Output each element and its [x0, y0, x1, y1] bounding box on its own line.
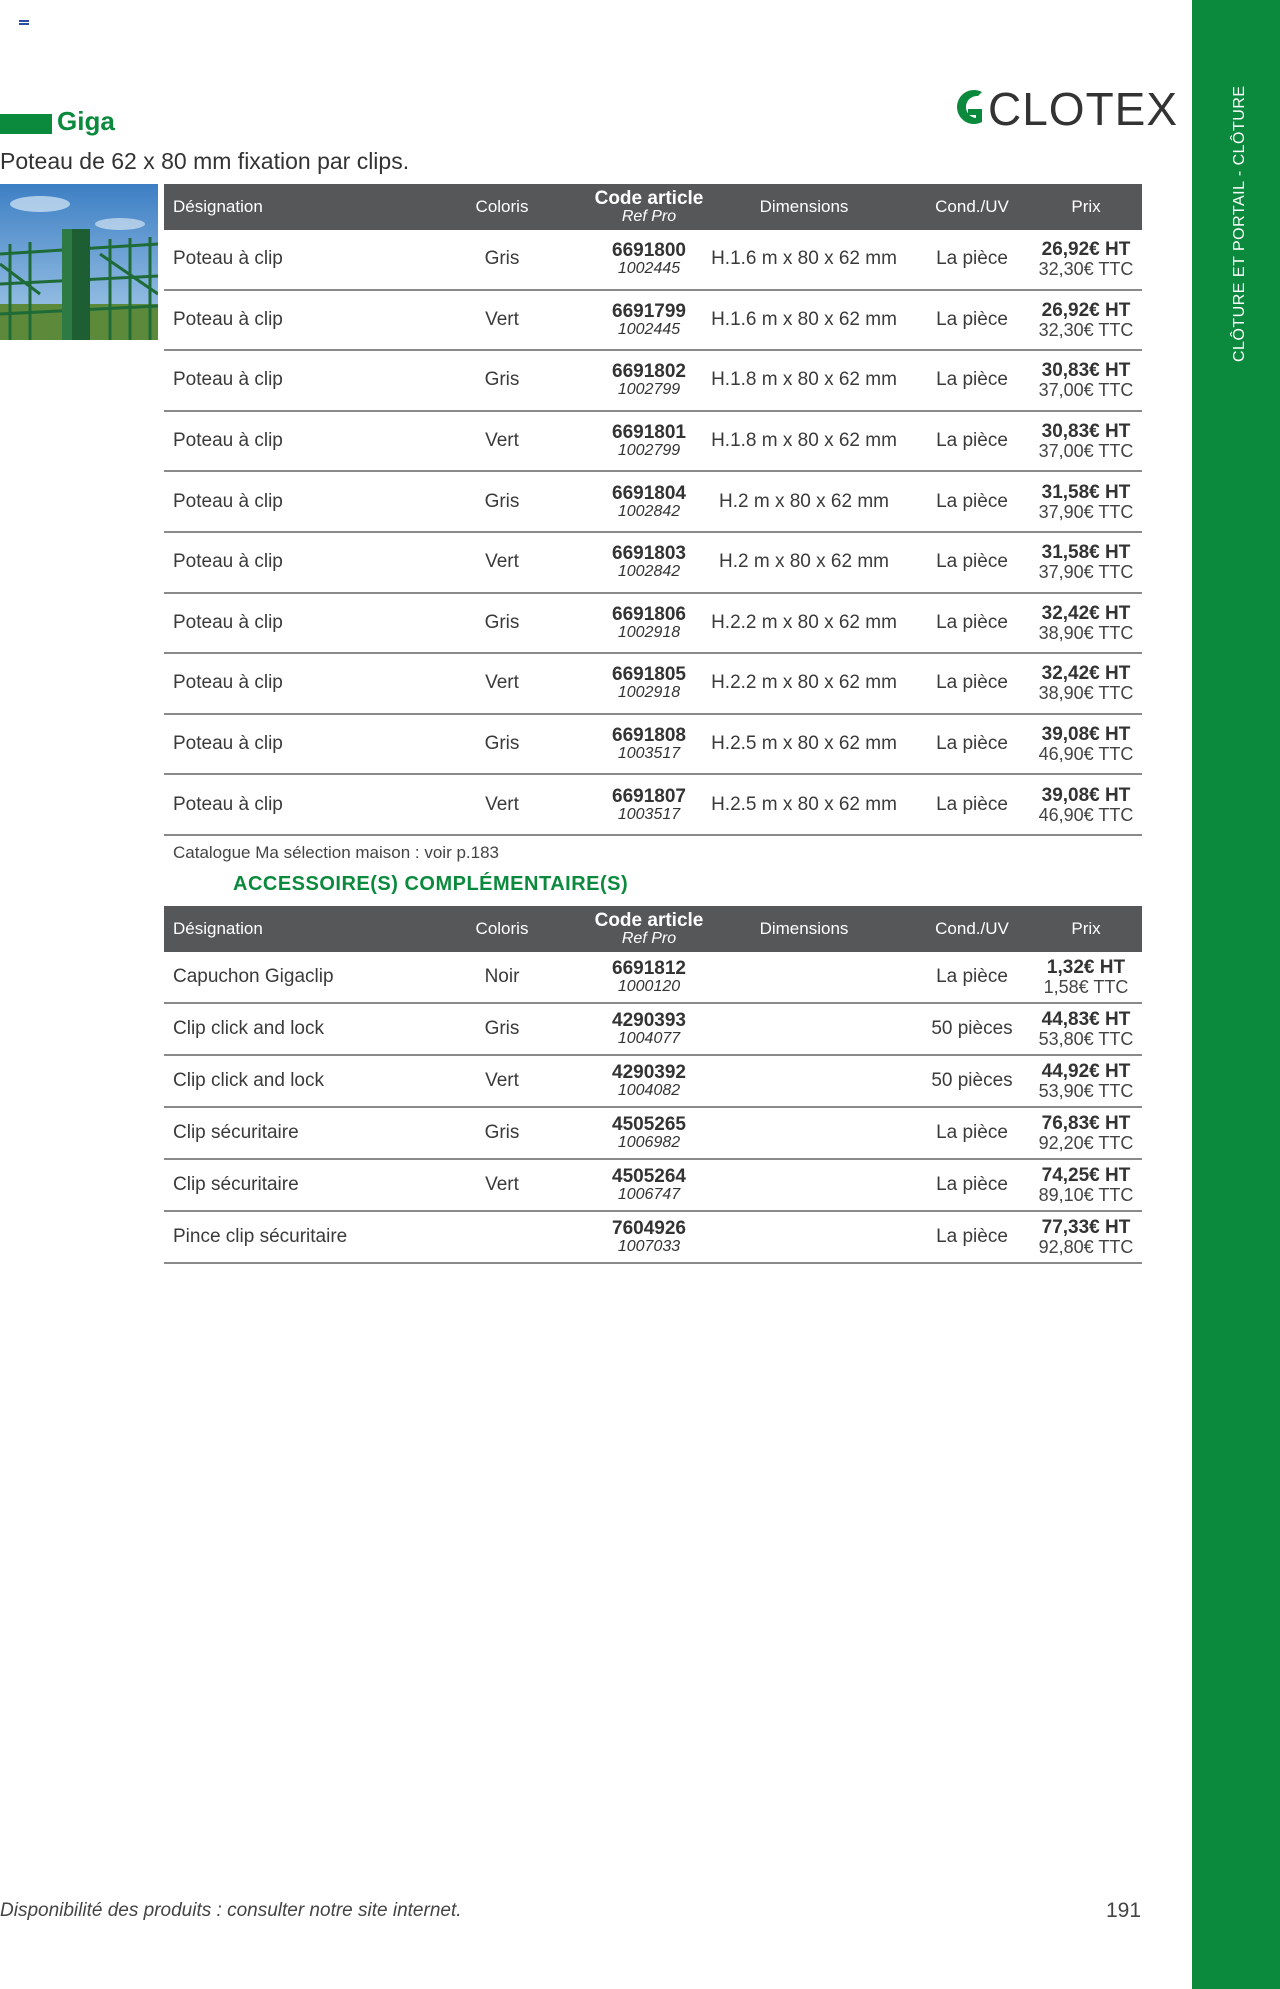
header-designation: Désignation: [173, 197, 263, 216]
price-ttc: 46,90€ TTC: [1038, 744, 1134, 765]
ref-pro: 1007033: [617, 1238, 681, 1255]
side-label: CLÔTURE ET PORTAIL - CLÔTURE: [1231, 85, 1248, 362]
cell-cond: La pièce: [936, 672, 1008, 694]
cell-dimensions: [704, 1004, 904, 1054]
cell-coloris: Gris: [484, 490, 520, 512]
cell-designation: Poteau à clip: [173, 430, 283, 452]
code-article: 6691802: [612, 361, 686, 383]
cell-coloris: Gris: [484, 611, 520, 633]
header-cond: Cond./UV: [935, 197, 1009, 216]
cell-dimensions: H.2.2 m x 80 x 62 mm: [711, 672, 897, 694]
cell-dimensions: [704, 1160, 904, 1210]
table-row: [164, 412, 1142, 473]
cell-coloris: Gris: [484, 1122, 520, 1143]
code-article: 6691803: [612, 543, 686, 565]
header-cond: Cond./UV: [935, 919, 1009, 938]
header-code-label: Code article: [594, 910, 704, 931]
table-row: [164, 1108, 1142, 1160]
price-ttc: 53,80€ TTC: [1038, 1029, 1134, 1049]
cell-coloris: Gris: [484, 369, 520, 391]
cell-designation: Clip sécuritaire: [173, 1122, 299, 1143]
price-ht: 26,92€ HT: [1041, 239, 1131, 261]
price-ht: 76,83€ HT: [1041, 1113, 1131, 1134]
price-ttc: 38,90€ TTC: [1038, 622, 1134, 643]
table-row: [164, 351, 1142, 412]
cell-code: [574, 1212, 724, 1262]
code-article: 4505265: [612, 1114, 686, 1135]
price-ht: 44,92€ HT: [1041, 1061, 1131, 1082]
header-coloris: Coloris: [475, 197, 529, 216]
ref-pro: 1004082: [617, 1082, 681, 1099]
cell-code: [574, 775, 724, 834]
cell-prix: [1036, 594, 1136, 653]
cell-cond: La pièce: [936, 1174, 1008, 1195]
cell-designation: Poteau à clip: [173, 672, 283, 694]
cell-code: [574, 715, 724, 774]
table-row: [164, 1160, 1142, 1212]
cell-designation: Pince clip sécuritaire: [173, 1226, 348, 1247]
ref-pro: 1002445: [617, 320, 681, 338]
code-article: 6691800: [612, 240, 686, 262]
ref-pro: 1002445: [617, 260, 681, 278]
cell-designation: Poteau à clip: [173, 308, 283, 330]
cell-coloris: Vert: [485, 1070, 519, 1091]
cell-coloris: Vert: [485, 793, 519, 815]
cell-prix: [1036, 715, 1136, 774]
cell-prix: [1036, 533, 1136, 592]
code-article: 6691806: [612, 603, 686, 625]
header-designation: Désignation: [173, 919, 263, 938]
footer-note: Disponibilité des produits : consulter notre site internet.: [0, 1900, 462, 1921]
cell-prix: [1036, 1212, 1136, 1262]
cell-cond: La pièce: [936, 733, 1008, 755]
ref-pro: 1002799: [617, 442, 681, 460]
cell-cond: 50 pièces: [931, 1070, 1013, 1091]
cell-coloris: Vert: [485, 1174, 519, 1195]
price-ht: 74,25€ HT: [1041, 1165, 1131, 1186]
cell-coloris: Vert: [485, 430, 519, 452]
ref-pro: 1003517: [617, 805, 681, 823]
cell-prix: [1036, 1056, 1136, 1106]
ref-pro: 1002799: [617, 381, 681, 399]
code-article: 4505264: [612, 1166, 686, 1187]
cell-prix: [1036, 654, 1136, 713]
cell-code: [574, 533, 724, 592]
cell-code: [574, 351, 724, 410]
ref-pro: 1006747: [617, 1186, 681, 1203]
cell-code: [574, 230, 724, 289]
cell-code: [574, 1056, 724, 1106]
cell-prix: [1036, 1004, 1136, 1054]
cell-prix: [1036, 472, 1136, 531]
price-ht: 77,33€ HT: [1041, 1217, 1131, 1238]
table-header: [164, 906, 1142, 952]
cell-cond: La pièce: [936, 490, 1008, 512]
code-article: 4290393: [612, 1010, 686, 1031]
code-article: 6691807: [612, 785, 686, 807]
cell-designation: Clip click and lock: [173, 1018, 324, 1039]
cell-code: [574, 291, 724, 350]
cell-dimensions: H.1.6 m x 80 x 62 mm: [711, 248, 897, 270]
price-ttc: 32,30€ TTC: [1038, 319, 1134, 340]
header-ref-label: Ref Pro: [621, 930, 677, 947]
table-row: [164, 594, 1142, 655]
table-row: [164, 952, 1142, 1004]
cell-designation: Poteau à clip: [173, 490, 283, 512]
cell-prix: [1036, 1160, 1136, 1210]
price-ht: 32,42€ HT: [1041, 663, 1131, 685]
cell-coloris: Noir: [484, 966, 520, 987]
table-row: [164, 775, 1142, 836]
cell-cond: La pièce: [936, 308, 1008, 330]
header-coloris: Coloris: [475, 919, 529, 938]
cell-designation: Poteau à clip: [173, 793, 283, 815]
table-row: [164, 1212, 1142, 1264]
price-ht: 39,08€ HT: [1041, 784, 1131, 806]
cell-dimensions: H.1.8 m x 80 x 62 mm: [711, 430, 897, 452]
price-ttc: 37,00€ TTC: [1038, 380, 1134, 401]
cell-dimensions: [704, 1056, 904, 1106]
cell-prix: [1036, 230, 1136, 289]
cell-dimensions: [704, 952, 904, 1002]
accessories-table: [164, 906, 1142, 1264]
price-ttc: 38,90€ TTC: [1038, 683, 1134, 704]
price-ht: 39,08€ HT: [1041, 724, 1131, 746]
cell-cond: La pièce: [936, 430, 1008, 452]
code-article: 6691804: [612, 482, 686, 504]
cell-dimensions: H.1.8 m x 80 x 62 mm: [711, 369, 897, 391]
cell-cond: La pièce: [936, 248, 1008, 270]
cell-dimensions: H.2.5 m x 80 x 62 mm: [711, 793, 897, 815]
cell-designation: Capuchon Gigaclip: [173, 966, 334, 987]
cell-code: [574, 412, 724, 471]
product-photo: [0, 184, 158, 340]
cell-prix: [1036, 952, 1136, 1002]
cell-designation: Clip click and lock: [173, 1070, 324, 1091]
table-header: [164, 184, 1142, 230]
product-table: [164, 184, 1142, 836]
cell-designation: Poteau à clip: [173, 248, 283, 270]
cell-coloris: Vert: [485, 672, 519, 694]
header-prix: Prix: [1071, 919, 1101, 938]
header-code: [574, 184, 724, 230]
header-code: [574, 906, 724, 952]
cell-cond: La pièce: [936, 1122, 1008, 1143]
code-article: 7604926: [612, 1218, 686, 1239]
logo-text: CLOTEX: [988, 83, 1179, 135]
price-ht: 26,92€ HT: [1041, 299, 1131, 321]
price-ttc: 92,80€ TTC: [1038, 1237, 1134, 1257]
cell-dimensions: H.2.5 m x 80 x 62 mm: [711, 733, 897, 755]
code-article: 4290392: [612, 1062, 686, 1083]
ref-pro: 1000120: [617, 978, 681, 995]
section-subtitle: Poteau de 62 x 80 mm fixation par clips.: [0, 148, 410, 174]
cell-code: [574, 654, 724, 713]
clotex-logo: [948, 78, 1179, 138]
cell-code: [574, 1108, 724, 1158]
cell-cond: La pièce: [936, 369, 1008, 391]
logo-g-icon: [948, 82, 988, 132]
cell-cond: La pièce: [936, 793, 1008, 815]
cell-code: [574, 594, 724, 653]
catalog-note: Catalogue Ma sélection maison : voir p.183: [173, 843, 500, 862]
price-ht: 31,58€ HT: [1041, 542, 1131, 564]
header-code-label: Code article: [594, 188, 704, 209]
table-row: [164, 1004, 1142, 1056]
title-accent-bar: [0, 114, 52, 134]
code-article: 6691805: [612, 664, 686, 686]
cell-cond: 50 pièces: [931, 1018, 1013, 1039]
cell-cond: La pièce: [936, 611, 1008, 633]
header-ref-label: Ref Pro: [621, 208, 677, 225]
cell-dimensions: H.2 m x 80 x 62 mm: [719, 551, 889, 573]
cell-code: [574, 1160, 724, 1210]
ref-pro: 1006982: [617, 1134, 681, 1151]
price-ttc: 1,58€ TTC: [1043, 977, 1129, 997]
cell-code: [574, 1004, 724, 1054]
table-row: [164, 533, 1142, 594]
ref-pro: 1002842: [617, 563, 681, 581]
cell-designation: Poteau à clip: [173, 369, 283, 391]
ref-pro: 1004077: [617, 1030, 681, 1047]
price-ht: 30,83€ HT: [1041, 360, 1131, 382]
ref-pro: 1002842: [617, 502, 681, 520]
cell-designation: Poteau à clip: [173, 551, 283, 573]
code-article: 6691812: [612, 958, 686, 979]
cell-dimensions: [704, 1212, 904, 1262]
price-ttc: 89,10€ TTC: [1038, 1185, 1134, 1205]
price-ht: 32,42€ HT: [1041, 602, 1131, 624]
cell-designation: Poteau à clip: [173, 611, 283, 633]
price-ttc: 92,20€ TTC: [1038, 1133, 1134, 1153]
cell-code: [574, 472, 724, 531]
cell-coloris: Vert: [485, 551, 519, 573]
cell-coloris: [434, 1212, 570, 1262]
price-ttc: 46,90€ TTC: [1038, 804, 1134, 825]
price-ttc: 37,90€ TTC: [1038, 501, 1134, 522]
price-ttc: 37,90€ TTC: [1038, 562, 1134, 583]
code-article: 6691808: [612, 725, 686, 747]
ref-pro: 1002918: [617, 623, 681, 641]
price-ttc: 32,30€ TTC: [1038, 259, 1134, 280]
price-ttc: 53,90€ TTC: [1038, 1081, 1134, 1101]
cell-cond: La pièce: [936, 551, 1008, 573]
cell-prix: [1036, 351, 1136, 410]
cell-prix: [1036, 775, 1136, 834]
ref-pro: 1003517: [617, 745, 681, 763]
cell-designation: Clip sécuritaire: [173, 1174, 299, 1195]
cell-coloris: Gris: [484, 1018, 520, 1039]
price-ht: 30,83€ HT: [1041, 421, 1131, 443]
cell-dimensions: H.1.6 m x 80 x 62 mm: [711, 308, 897, 330]
cell-dimensions: [704, 1108, 904, 1158]
cell-cond: La pièce: [936, 1226, 1008, 1247]
cell-coloris: Gris: [484, 248, 520, 270]
cell-coloris: Gris: [484, 733, 520, 755]
table-row: [164, 472, 1142, 533]
menu-icon[interactable]: [19, 20, 29, 27]
cell-designation: Poteau à clip: [173, 733, 283, 755]
table-body: [164, 952, 1142, 1264]
table-row: [164, 291, 1142, 352]
price-ttc: 37,00€ TTC: [1038, 441, 1134, 462]
header-dimensions: Dimensions: [759, 197, 849, 216]
table-row: [164, 715, 1142, 776]
cell-dimensions: H.2 m x 80 x 62 mm: [719, 490, 889, 512]
price-ht: 31,58€ HT: [1041, 481, 1131, 503]
accessories-title: ACCESSOIRE(S) COMPLÉMENTAIRE(S): [233, 873, 629, 895]
table-body: [164, 230, 1142, 836]
table-row: [164, 1056, 1142, 1108]
cell-prix: [1036, 412, 1136, 471]
section-title: Giga: [57, 106, 115, 136]
page-number: 191: [1106, 1899, 1142, 1922]
cell-dimensions: H.2.2 m x 80 x 62 mm: [711, 611, 897, 633]
cell-coloris: Vert: [485, 308, 519, 330]
header-prix: Prix: [1071, 197, 1101, 216]
header-dimensions: Dimensions: [759, 919, 849, 938]
code-article: 6691801: [612, 422, 686, 444]
code-article: 6691799: [612, 300, 686, 322]
cell-cond: La pièce: [936, 966, 1008, 987]
ref-pro: 1002918: [617, 684, 681, 702]
table-row: [164, 230, 1142, 291]
cell-code: [574, 952, 724, 1002]
price-ht: 1,32€ HT: [1046, 957, 1126, 978]
table-row: [164, 654, 1142, 715]
cell-prix: [1036, 1108, 1136, 1158]
price-ht: 44,83€ HT: [1041, 1009, 1131, 1030]
cell-prix: [1036, 291, 1136, 350]
